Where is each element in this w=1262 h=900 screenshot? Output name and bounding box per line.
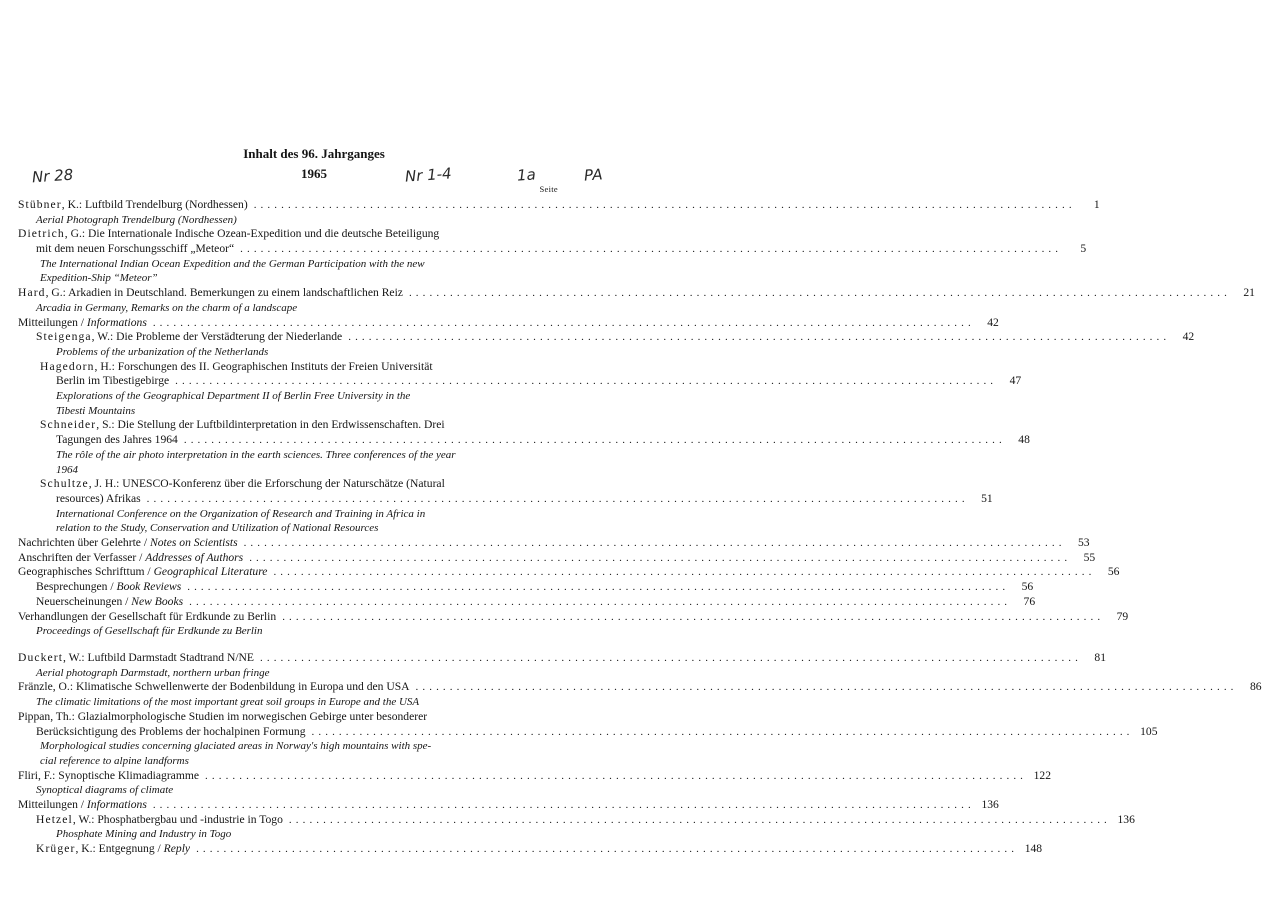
toc-translation-line	[36, 783, 556, 797]
page-number: 53	[1077, 536, 1090, 549]
toc-entry-title-english: Book Reviews	[116, 580, 182, 593]
toc-translation-text: Phosphate Mining and Industry in Togo	[56, 828, 232, 840]
toc-entry-text	[18, 536, 238, 550]
dot-leader: ........................................................................................................................	[253, 199, 1076, 211]
dot-leader: ........................................................................................................................	[415, 681, 1238, 693]
toc-entry-title: , K.: Luftbild Trendelburg (Nordhessen)	[61, 198, 248, 211]
toc-entry-text	[36, 595, 183, 609]
toc-author-name: Duckert	[18, 651, 64, 664]
dot-leader: ........................................................................................................................	[189, 596, 1012, 608]
dot-leader: ........................................................................................................................	[282, 611, 1105, 623]
toc-entry-title: mit dem neuen Forschungsschiff „Meteor“	[36, 242, 235, 255]
toc-entry	[18, 680, 1262, 694]
toc-author-name: Steigenga	[36, 330, 92, 343]
toc-translation-text: Aerial Photograph Trendelburg (Nordhessen)	[36, 214, 237, 226]
toc-entry-title: , W.: Luftbild Darmstadt Stadtrand N/NE	[63, 651, 254, 664]
toc-entry-text	[56, 463, 78, 477]
toc-translation-text: The climatic limitations of the most important great soil groups in Europe and the USA	[36, 696, 420, 708]
toc-translation-line	[40, 271, 556, 285]
toc-translation-text: International Conference on the Organization of Research and Training in Africa in	[56, 508, 426, 520]
toc-entry	[36, 595, 1036, 609]
toc-entry	[18, 565, 1120, 579]
toc-entry-text	[36, 725, 306, 739]
toc-translation-text: The International Indian Ocean Expedition and the German Participation with the new	[40, 258, 425, 270]
dot-leader: ........................................................................................................................	[196, 843, 1019, 855]
toc-entry-title: Berücksichtigung des Problems der hochalpinen Formung	[36, 725, 306, 738]
toc-translation-line	[40, 257, 556, 271]
toc-translation-text: Explorations of the Geographical Department II of Berlin Free University in the	[56, 390, 411, 402]
toc-entry-title: Verhandlungen der Gesellschaft für Erdkunde zu Berlin	[18, 610, 277, 623]
page-number: 148	[1024, 842, 1043, 855]
toc-entry-text	[36, 666, 269, 680]
page-column-label: Seite	[539, 184, 558, 194]
toc-entry-title: , W.: Die Probleme der Verstädterung der Niederlande	[91, 330, 343, 343]
toc-entry	[18, 551, 1096, 565]
dot-leader: ........................................................................................................................	[205, 770, 1028, 782]
toc-entry-text	[56, 827, 231, 841]
toc-author-name: Krüger	[36, 842, 76, 855]
toc-entry-text	[40, 257, 425, 271]
toc-entry-title: Geographisches Schrifttum /	[18, 565, 154, 578]
toc-entry-title: Pippan, Th.: Glazialmorphologische Studien im norwegischen Gebirge unter besonderer	[18, 710, 428, 723]
toc-entry-text	[36, 783, 173, 797]
toc-entry-title: Tagungen des Jahres 1964	[56, 433, 178, 446]
toc-translation-text: Problems of the urbanization of the Netherlands	[56, 346, 269, 358]
toc-entry-text	[40, 360, 433, 374]
toc-entry-text	[18, 286, 403, 300]
toc-entry	[40, 477, 556, 491]
toc-translation-line	[36, 695, 556, 709]
toc-translation-line	[36, 301, 556, 315]
toc-translation-text: Morphological studies concerning glaciated areas in Norway's high mountains with spe-	[40, 740, 432, 752]
toc-translation-line	[56, 448, 556, 462]
dot-leader: ........................................................................................................................	[152, 799, 975, 811]
toc-author-name: Stübner	[18, 198, 62, 211]
toc-author-name: Schneider	[40, 418, 97, 431]
toc-entry-text	[18, 680, 410, 694]
dot-leader: ........................................................................................................................	[240, 243, 1063, 255]
dot-leader: ........................................................................................................................	[348, 331, 1171, 343]
page-number: 76	[1023, 595, 1036, 608]
toc-entry	[18, 610, 1129, 624]
toc-entry-text	[18, 769, 199, 783]
toc-entry	[36, 842, 1043, 856]
toc-author-name: Dietrich	[18, 227, 65, 240]
toc-entry-text	[18, 551, 243, 565]
toc-entry-text	[36, 695, 419, 709]
document-title: Inhalt des 96. Jahrganges	[243, 146, 385, 161]
toc-translation-line	[56, 404, 556, 418]
toc-entry	[18, 227, 556, 241]
page-number: 1	[1093, 198, 1100, 211]
toc-author-name: Schultze	[40, 477, 89, 490]
dot-leader: ........................................................................................................................	[273, 566, 1096, 578]
toc-entry-text	[36, 580, 181, 594]
toc-entry	[18, 710, 556, 724]
toc-entry-text	[56, 521, 378, 535]
toc-entry-title-english: Addresses of Authors	[145, 551, 244, 564]
toc-entry-text	[18, 198, 248, 212]
toc-entry-text	[56, 507, 425, 521]
toc-entry	[18, 536, 1090, 550]
toc-translation-text: Tibesti Mountains	[56, 405, 136, 417]
toc-entry-title: Mitteilungen /	[18, 316, 87, 329]
toc-entry-text	[36, 813, 283, 827]
handwritten-note-right-2: 1a	[516, 165, 537, 185]
toc-translation-text: relation to the Study, Conservation and Utilization of National Resources	[56, 522, 379, 534]
toc-translation-text: cial reference to alpine landforms	[40, 755, 189, 767]
toc-entry-title-english: Informations	[86, 798, 147, 811]
page-number: 56	[1107, 565, 1120, 578]
toc-entry	[18, 651, 1106, 665]
page-number: 42	[987, 316, 999, 329]
toc-entry-title: , J. H.: UNESCO-Konferenz über die Erforschung der Naturschätze (Natural	[88, 477, 445, 490]
toc-entry-title: Berlin im Tibestigebirge	[56, 374, 170, 387]
toc-entry-text	[18, 651, 254, 665]
toc-translation-text: Arcadia in Germany, Remarks on the charm of a landscape	[36, 302, 298, 314]
toc-translation-text: Synoptical diagrams of climate	[36, 784, 174, 796]
toc-entry-title-english: Notes on Scientists	[149, 536, 238, 549]
toc-translation-line	[36, 213, 556, 227]
toc-translation-line	[56, 827, 556, 841]
toc-translation-line	[40, 739, 556, 753]
dot-leader: ........................................................................................................................	[249, 552, 1072, 564]
toc-entry-text	[18, 710, 427, 724]
toc-entry	[56, 433, 1030, 447]
toc-entry	[36, 330, 1195, 344]
dot-leader: ........................................................................................................................	[183, 434, 1006, 446]
toc-translation-text: Proceedings of Gesellschaft für Erdkunde zu Berlin	[36, 625, 263, 637]
toc-entry	[40, 418, 556, 432]
toc-author-name: Hetzel	[36, 813, 73, 826]
toc-author-name: Hagedorn	[40, 360, 95, 373]
toc-entry-title-english: Geographical Literature	[153, 565, 268, 578]
toc-entry-text	[40, 739, 431, 753]
page-number: 42	[1182, 330, 1195, 343]
toc-entry-text	[56, 374, 169, 388]
toc-entry-title: Fliri, F.: Synoptische Klimadiagramme	[18, 769, 200, 782]
toc-translation-line	[36, 624, 556, 638]
document-year: 1965	[301, 166, 327, 181]
toc-entry	[18, 769, 1052, 783]
dot-leader: ........................................................................................................................	[152, 317, 975, 329]
dot-leader: ........................................................................................................................	[288, 814, 1111, 826]
toc-entry-title: Neuerscheinungen /	[36, 595, 132, 608]
dot-leader: ........................................................................................................................	[260, 652, 1082, 664]
handwritten-note-right-1: Nr 1-4	[404, 164, 453, 186]
toc-translation-text: The rôle of the air photo interpretation in the earth sciences. Three conferences of the year	[56, 449, 456, 461]
page-number: 5	[1080, 242, 1087, 255]
toc-entry-text	[56, 404, 135, 418]
toc-entry-title-english: Informations	[86, 316, 147, 329]
toc-translation-line	[56, 507, 556, 521]
page-number: 136	[981, 798, 999, 811]
handwritten-note-right-3: PA	[583, 165, 604, 185]
toc-entry	[18, 198, 1100, 212]
page-number: 105	[1140, 725, 1158, 738]
toc-entry-title: Besprechungen /	[36, 580, 117, 593]
handwritten-note-left: Nr 28	[31, 165, 74, 187]
toc-entry-text	[56, 448, 456, 462]
toc-entry	[18, 286, 1255, 300]
toc-translation-line	[40, 754, 556, 768]
toc-entry-title: , H.: Forschungen des II. Geographischen Instituts der Freien Universität	[94, 360, 433, 373]
toc-translation-line	[56, 463, 556, 477]
dot-leader: ........................................................................................................................	[311, 726, 1134, 738]
toc-entry-text	[56, 433, 178, 447]
page-number: 48	[1018, 433, 1030, 446]
page-number: 21	[1243, 286, 1255, 299]
dot-leader: ........................................................................................................................	[146, 493, 969, 505]
page-number: 86	[1249, 680, 1262, 693]
toc-entry-title: , K.: Entgegnung /	[75, 842, 164, 855]
toc-entry-text	[56, 492, 141, 506]
page-number: 51	[981, 492, 993, 505]
toc-entry	[36, 580, 1034, 594]
page-number: 47	[1009, 374, 1022, 387]
toc-entry-text	[36, 242, 234, 256]
toc-entry-title: , W.: Phosphatbergbau und -industrie in Togo	[72, 813, 283, 826]
toc-entry-text	[40, 477, 445, 491]
toc-entry-text	[40, 271, 158, 285]
page-number: 81	[1094, 651, 1106, 664]
toc-entry-text	[18, 610, 276, 624]
toc-entry-title: Mitteilungen /	[18, 798, 87, 811]
toc-entry-title-english: New Books	[131, 595, 184, 608]
toc-entry-title: resources) Afrikas	[56, 492, 141, 505]
toc-entry-text	[36, 330, 342, 344]
toc-entry	[36, 813, 1135, 827]
page-number: 56	[1021, 580, 1034, 593]
toc-translation-line	[56, 345, 556, 359]
dot-leader: ........................................................................................................................	[175, 375, 998, 387]
toc-translation-text: Expedition-Ship “Meteor”	[40, 272, 158, 284]
toc-entry-title: Nachrichten über Gelehrte /	[18, 536, 150, 549]
toc-entry	[36, 725, 1158, 739]
dot-leader: ........................................................................................................................	[187, 581, 1010, 593]
toc-entry	[18, 798, 999, 812]
toc-entry	[36, 242, 1087, 256]
toc-entry-title: , G.: Arkadien in Deutschland. Bemerkungen zu einem landschaftlichen Reiz	[45, 286, 403, 299]
toc-entry-text	[18, 227, 439, 241]
toc-entry-text	[18, 316, 147, 330]
toc-entry-text	[36, 624, 262, 638]
toc-translation-text: Aerial photograph Darmstadt, northern urban fringe	[36, 667, 270, 679]
toc-entry-text	[56, 345, 268, 359]
toc-entry-title-english: Reply	[163, 842, 191, 855]
dot-leader: ........................................................................................................................	[408, 287, 1231, 299]
toc-entry-text	[18, 798, 147, 812]
toc-entry	[56, 374, 1022, 388]
dot-leader: ........................................................................................................................	[243, 537, 1066, 549]
page-number: 136	[1117, 813, 1135, 826]
toc-entry-title: , S.: Die Stellung der Luftbildinterpretation in den Erdwissenschaften. Drei	[96, 418, 445, 431]
toc-entry-text	[56, 389, 410, 403]
toc-translation-line	[56, 389, 556, 403]
toc-entry-text	[18, 565, 267, 579]
toc-entry-text	[40, 418, 445, 432]
toc-entry-title: , G.: Die Internationale Indische Ozean-Expedition und die deutsche Beteiligung	[64, 227, 440, 240]
toc-entry	[56, 492, 993, 506]
toc-translation-text: 1964	[56, 464, 78, 476]
page-number: 79	[1116, 610, 1129, 623]
toc-entry	[40, 360, 556, 374]
toc-entry-text	[36, 301, 297, 315]
toc-translation-line	[36, 666, 556, 680]
toc-entry-text	[40, 754, 189, 768]
toc-entry-title: Fränzle, O.: Klimatische Schwellenwerte der Bodenbildung in Europa und den USA	[18, 680, 410, 693]
toc-translation-line	[56, 521, 556, 535]
toc-entry-text	[36, 213, 237, 227]
toc-author-name: Hard	[18, 286, 46, 299]
page-number: 122	[1033, 769, 1052, 782]
toc-entry-text	[36, 842, 190, 856]
toc-entry	[18, 316, 999, 330]
toc-entry-title: Anschriften der Verfasser /	[18, 551, 146, 564]
page-number: 55	[1083, 551, 1096, 564]
